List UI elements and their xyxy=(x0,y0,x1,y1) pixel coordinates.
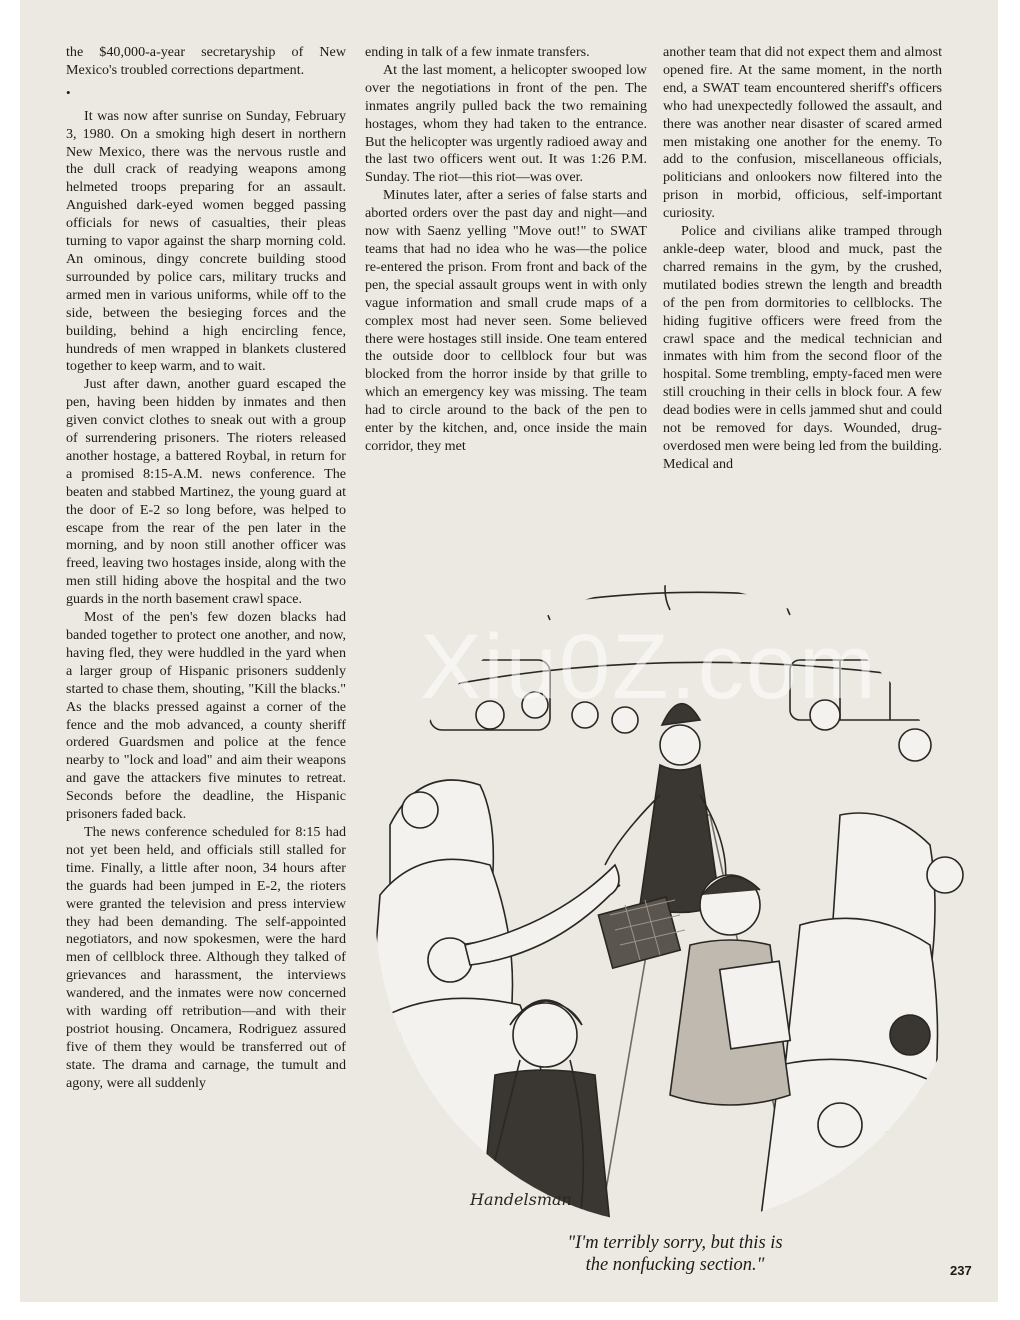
page-number: 237 xyxy=(950,1263,972,1278)
article-paragraph: At the last moment, a helicopter swooped low over the negotiations in front of the pen. The inmates angrily pulled back the two remaining hostages, whom they had taken to the entrance. But the helicopter was urgently radioed away and the last two officers went out. It was 1:26 P.M. Sunday. The riot—this riot—was over. xyxy=(365,61,647,186)
cartoon-caption xyxy=(475,1232,875,1276)
article-paragraph: Minutes later, after a series of false starts and aborted orders over the past day and night—and now with Saenz yelling "Move out!" to SWAT teams that had no idea who he was—the police re-entered the prison. From front and back of the pen, the special assault groups went in with only vague information and small crude maps of a complex most had never seen. Some believed there were hostages still inside. One team entered the outside door to cellblock four but was blocked from the horror inside by that grille to which an emergency key was missing. The team had to circle around to the back of the pen to enter by the kitchen, and, once inside the main corridor, they met xyxy=(365,187,647,454)
article-paragraph: The news conference scheduled for 8:15 had not yet been held, and officials still stalled for time. Finally, a little after noon, 34 hours after the guards had been jumped in E-2, the rioters were granted the television and press interview they had been demanding. The self-appointed negotiators, and now spokesmen, were the hard men of cellblock three. Although they talked of grievances and harassment, the interviews wandered, and the inmates were now concerned with warding off retribution—and with their postriot housing. Oncamera, Rodriguez assured five of them they would be transferred out of state. The drama and carnage, the tumult and agony, were all suddenly xyxy=(66,823,346,1091)
article-paragraph: ending in talk of a few inmate transfers. xyxy=(365,44,590,60)
magazine-page xyxy=(20,0,998,1302)
caption-line: the nonfucking section." xyxy=(585,1255,765,1275)
article-paragraph: the $40,000-a-year secretaryship of New Mexico's troubled corrections department. xyxy=(66,44,346,78)
article-column-3 xyxy=(663,44,942,474)
article-column-2 xyxy=(365,44,647,456)
article-paragraph: another team that did not expect them and almost opened fire. At the same moment, in the north end, a SWAT team encountered sheriff's officers who had unexpectedly followed the assault, and there was another near disaster of scared armed men mistaking one another for the enemy. To add to the confusion, miscellaneous officials, politicians and onlookers now filtered into the prison in morbid, officious, self-important curiosity. xyxy=(663,44,942,222)
article-paragraph: It was now after sunrise on Sunday, February 3, 1980. On a smoking high desert in northern New Mexico, there was the nervous rustle and the dull crack of readying weapons among helmeted troops preparing for an assault. Anguished dark-eyed women begged passing officials for news of casualties, their pleas turning to vapor against the sharp morning cold. An ominous, dingy concrete building stood surrounded by police cars, military trucks and armed men in various uniforms, while off to the side, between the besieging forces and the building, behind a high encircling fence, hundreds of men wrapped in blankets clustered together to keep warm, and to wait. xyxy=(66,107,346,375)
article-paragraph: Most of the pen's few dozen blacks had banded together to protect one another, and now, having fled, they were huddled in the yard when a larger group of Hispanic prisoners suddenly started to chase them, shouting, "Kill the blacks." As the blacks pressed against a corner of the fence and the mob advanced, a county sheriff ordered Guardsmen and police at the fence nearby to "lock and load" and aim their weapons and gave the attackers five minutes to retreat. Seconds before the deadline, the Hispanic prisoners faded back. xyxy=(66,609,346,823)
caption-line: "I'm terribly sorry, but this is xyxy=(567,1233,783,1253)
article-column-1 xyxy=(66,44,346,1093)
article-paragraph: Just after dawn, another guard escaped the pen, having been hidden by inmates and then given convict clothes to sneak out with a group of surrendering prisoners. The rioters released another hostage, a battered Roybal, in return for a promised 8:15-A.M. news conference. The beaten and stabbed Martinez, the young guard at the door of E-2 so long before, was helped to escape from the rear of the pen later in the morning, and by noon still another officer was freed, leaving two hostages inside, along with the men still hiding above the hospital and the two guards in the north basement crawl space. xyxy=(66,376,346,608)
article-paragraph: Police and civilians alike tramped through ankle-deep water, blood and muck, past the charred remains in the gym, by the crushed, mutilated bodies strewn the length and breadth of the pen from dormitories to cellblocks. The hiding fugitive officers were freed from the crawl space and the medical technician and inmates with him from the second floor of the hospital. Some trembling, empty-faced men were still crouching in their cells in block four. A few dead bodies were in cells jammed shut and could not be removed for days. Wounded, drug-overdosed men were being led from the building. Medical and xyxy=(663,223,942,472)
watermark: Xiu0Z.com xyxy=(420,616,878,718)
section-separator: • xyxy=(66,84,71,100)
cartoonist-signature: Handelsman xyxy=(470,1190,572,1209)
